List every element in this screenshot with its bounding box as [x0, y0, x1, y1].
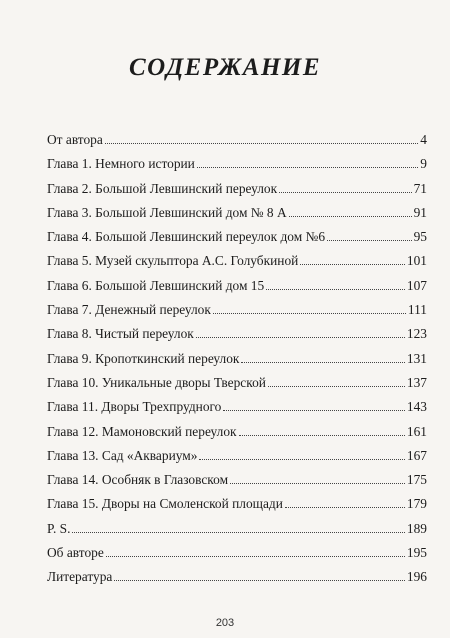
toc-entry-page: 131 [406, 350, 427, 366]
dot-leader [197, 166, 418, 168]
toc-entry-label: Глава 4. Большой Левшинский переулок дом №6 [47, 229, 326, 245]
toc-entry-label: Глава 13. Сад «Аквариум» [47, 447, 198, 463]
dot-leader [300, 263, 405, 265]
toc-entry-label: Глава 14. Особняк в Глазовском [47, 472, 229, 488]
dot-leader [213, 312, 406, 314]
toc-entry [47, 468, 427, 492]
toc-entry [47, 152, 427, 176]
toc-entry-label: Литература [47, 569, 113, 585]
dot-leader [106, 555, 405, 557]
toc-entry [47, 298, 427, 322]
toc-entry-page: 175 [406, 472, 427, 488]
toc-entry [47, 177, 427, 201]
dot-leader [239, 434, 405, 436]
dot-leader [327, 239, 412, 241]
toc-entry [47, 517, 427, 541]
toc-entry-page: 4 [420, 132, 427, 147]
toc-entry [47, 274, 427, 298]
toc-entry-label: Глава 11. Дворы Трехпрудного [47, 399, 222, 415]
toc-entry-page: 189 [406, 520, 427, 536]
toc-entry-label: Глава 3. Большой Левшинский дом № 8 А [47, 204, 287, 220]
toc-entry-label: Глава 2. Большой Левшинский переулок [47, 180, 278, 196]
toc-entry-label: Глава 9. Кропоткинский переулок [47, 350, 240, 366]
toc-entry [47, 347, 427, 371]
toc-entry [47, 565, 427, 589]
toc-entry [47, 201, 427, 225]
toc-entry [47, 541, 427, 565]
dot-leader [268, 385, 405, 387]
dot-leader [279, 191, 411, 193]
toc-entry-page: 71 [413, 180, 427, 196]
dot-leader [230, 482, 405, 484]
toc-entry-page: 195 [406, 545, 427, 561]
toc-entry-label: Глава 15. Дворы на Смоленской площади [47, 496, 283, 512]
toc-entry-label: P. S. [47, 520, 71, 536]
dot-leader [199, 458, 404, 460]
dot-leader [105, 142, 418, 144]
toc-entry-page: 9 [420, 156, 427, 172]
page-title: СОДЕРЖАНИЕ [128, 54, 322, 81]
toc-entry-page: 107 [406, 277, 427, 293]
toc-entry-page: 101 [406, 253, 427, 269]
toc-entry-page: 95 [413, 229, 427, 245]
toc-entry-page: 161 [406, 423, 427, 439]
dot-leader [289, 215, 412, 217]
dot-leader [223, 409, 405, 411]
dot-leader [241, 361, 404, 363]
toc-entry-page: 91 [413, 204, 427, 220]
toc-entry [47, 444, 427, 468]
page-number: 203 [215, 617, 235, 629]
dot-leader [72, 531, 404, 533]
toc-entry-label: Глава 6. Большой Левшинский дом 15 [47, 277, 265, 293]
toc-entry [47, 395, 427, 419]
toc-entry [47, 492, 427, 516]
toc-entry [47, 249, 427, 273]
table-of-contents [47, 128, 427, 590]
toc-entry-label: Глава 1. Немного истории [47, 156, 195, 172]
toc-entry-page: 123 [406, 326, 427, 342]
toc-entry [47, 420, 427, 444]
dot-leader [114, 579, 405, 581]
dot-leader [196, 336, 405, 338]
toc-entry-label: Глава 10. Уникальные дворы Тверской [47, 374, 266, 390]
toc-entry-label: Глава 12. Мамоновский переулок [47, 423, 237, 439]
toc-entry-page: 196 [406, 569, 427, 585]
dot-leader [285, 506, 405, 508]
dot-leader [266, 288, 405, 290]
toc-entry-label: От автора [47, 132, 103, 147]
toc-entry [47, 225, 427, 249]
toc-entry-page: 111 [407, 302, 427, 318]
toc-entry-label: Глава 7. Денежный переулок [47, 302, 211, 318]
toc-entry-page: 137 [406, 374, 427, 390]
toc-entry-page: 179 [406, 496, 427, 512]
toc-entry [47, 322, 427, 346]
toc-entry-label: Глава 8. Чистый переулок [47, 326, 194, 342]
toc-entry [47, 128, 427, 152]
toc-entry-page: 143 [406, 399, 427, 415]
toc-entry-label: Об авторе [47, 545, 104, 561]
toc-entry [47, 371, 427, 395]
toc-entry-label: Глава 5. Музей скульптора А.С. Голубкиной [47, 253, 299, 269]
toc-entry-page: 167 [406, 447, 427, 463]
